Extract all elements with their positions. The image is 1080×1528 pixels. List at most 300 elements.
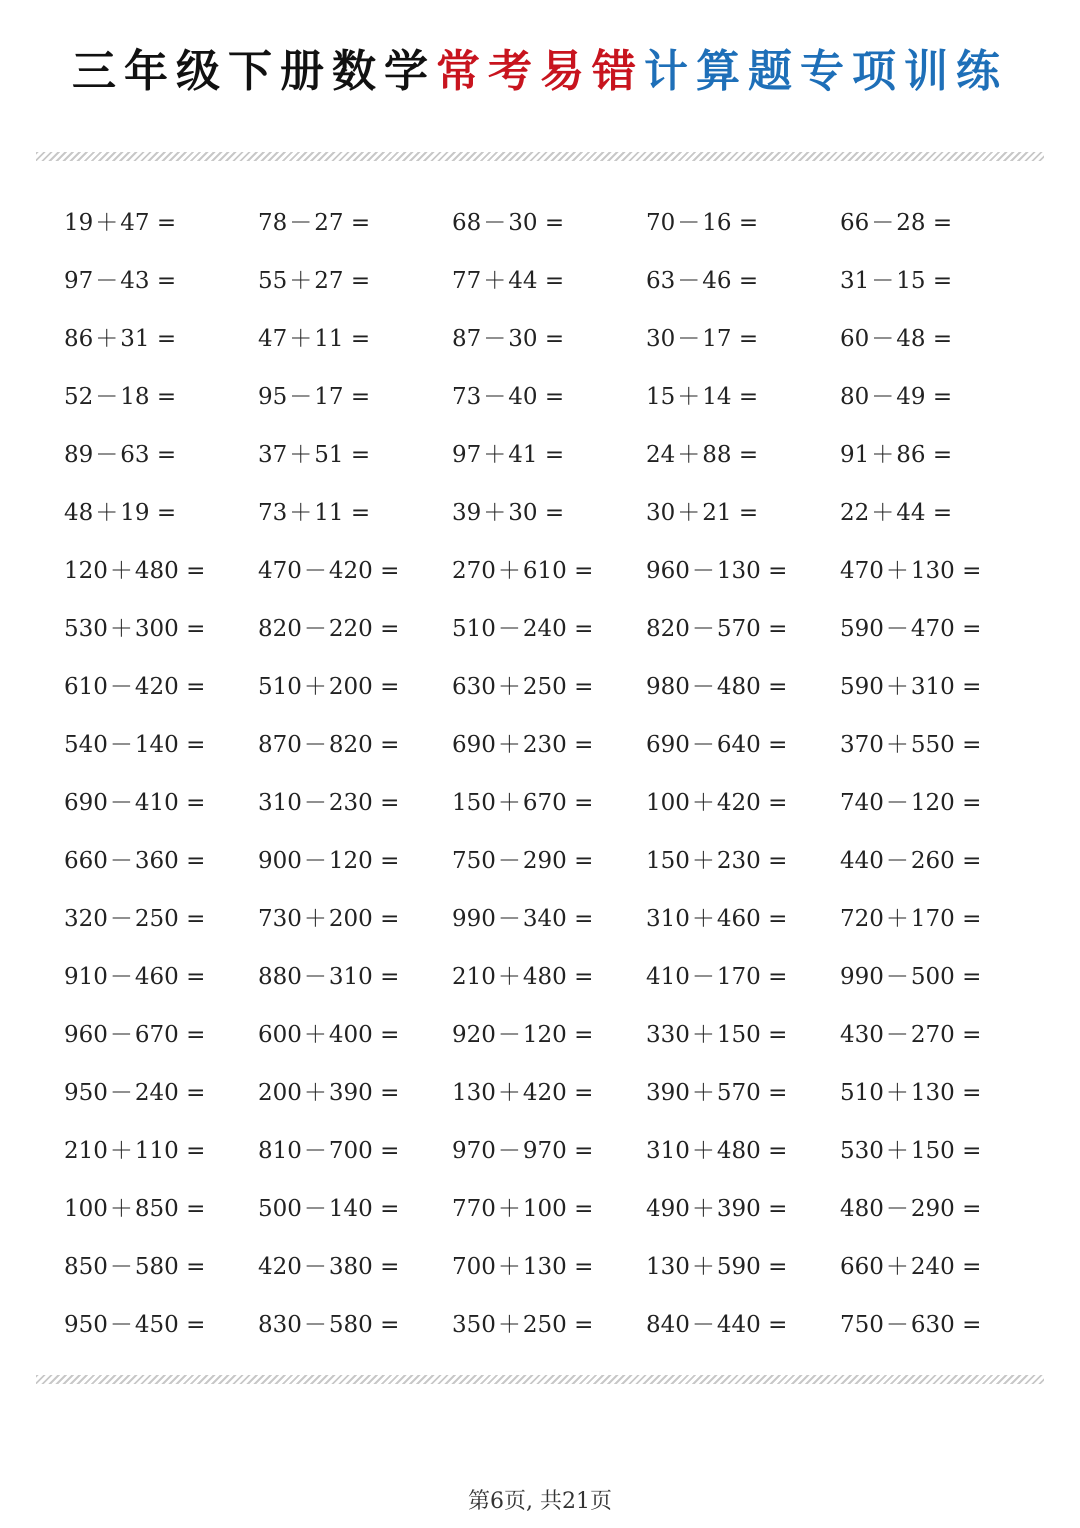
equals-sign: = xyxy=(380,964,400,990)
problem-item xyxy=(258,484,452,542)
operator: ＋ xyxy=(289,500,313,526)
problem-row xyxy=(64,1296,1034,1354)
equals-sign: = xyxy=(574,790,594,816)
operand-b: 46 xyxy=(702,268,732,294)
problem-item xyxy=(64,484,258,542)
equals-sign: = xyxy=(380,1196,400,1222)
problem-item xyxy=(840,774,1034,832)
operator: ＋ xyxy=(497,558,521,584)
problem-row xyxy=(64,1180,1034,1238)
equals-sign: = xyxy=(768,1196,788,1222)
page-title xyxy=(0,40,1080,104)
operand-b: 130 xyxy=(522,1254,567,1280)
equals-sign: = xyxy=(962,1138,982,1164)
operand-a: 770 xyxy=(452,1196,496,1222)
equals-sign: = xyxy=(574,964,594,990)
problem-row xyxy=(64,832,1034,890)
problem-item xyxy=(64,1238,258,1296)
equals-sign: = xyxy=(380,616,400,642)
equals-sign: = xyxy=(768,1254,788,1280)
problem-item xyxy=(64,194,258,252)
equals-sign: = xyxy=(350,384,371,410)
problem-item xyxy=(258,716,452,774)
problem-row xyxy=(64,1122,1034,1180)
operand-b: 17 xyxy=(314,384,344,410)
operand-a: 820 xyxy=(646,616,690,642)
operator: － xyxy=(303,1254,327,1280)
operand-a: 510 xyxy=(258,674,302,700)
operand-a: 70 xyxy=(646,210,676,236)
operand-b: 240 xyxy=(134,1080,179,1106)
operand-b: 310 xyxy=(328,964,373,990)
operator: － xyxy=(303,790,327,816)
problem-item xyxy=(840,832,1034,890)
problem-item xyxy=(646,1122,840,1180)
equals-sign: = xyxy=(574,1196,594,1222)
operand-a: 440 xyxy=(840,848,884,874)
operand-a: 500 xyxy=(258,1196,302,1222)
problem-item xyxy=(646,774,840,832)
equals-sign: = xyxy=(186,674,206,700)
operand-b: 480 xyxy=(522,964,567,990)
operator: ＋ xyxy=(497,790,521,816)
operator: － xyxy=(483,210,507,236)
operand-a: 210 xyxy=(452,964,496,990)
equals-sign: = xyxy=(574,906,594,932)
operand-a: 430 xyxy=(840,1022,884,1048)
problem-item xyxy=(64,1122,258,1180)
operand-a: 970 xyxy=(452,1138,496,1164)
operand-b: 18 xyxy=(120,384,150,410)
operand-a: 700 xyxy=(452,1254,496,1280)
problem-item xyxy=(64,1006,258,1064)
operator: － xyxy=(885,616,909,642)
operator: ＋ xyxy=(885,558,909,584)
operand-a: 68 xyxy=(452,210,482,236)
operand-a: 420 xyxy=(258,1254,302,1280)
problem-item xyxy=(64,310,258,368)
equals-sign: = xyxy=(380,558,400,584)
operator: ＋ xyxy=(497,1196,521,1222)
operand-a: 690 xyxy=(646,732,690,758)
operand-a: 22 xyxy=(840,500,870,526)
operator: － xyxy=(303,964,327,990)
problem-item xyxy=(64,948,258,1006)
problem-item xyxy=(840,948,1034,1006)
operand-b: 440 xyxy=(716,1312,761,1338)
operand-a: 850 xyxy=(64,1254,108,1280)
operand-a: 730 xyxy=(258,906,302,932)
operator: － xyxy=(497,906,521,932)
operand-b: 30 xyxy=(508,210,538,236)
operator: － xyxy=(303,732,327,758)
equals-sign: = xyxy=(156,326,177,352)
operator: ＋ xyxy=(691,848,715,874)
operand-b: 480 xyxy=(134,558,179,584)
equals-sign: = xyxy=(544,384,565,410)
equals-sign: = xyxy=(186,1080,206,1106)
problem-item xyxy=(258,832,452,890)
problem-item xyxy=(258,1006,452,1064)
operand-b: 970 xyxy=(522,1138,567,1164)
operator: ＋ xyxy=(677,500,701,526)
operand-b: 390 xyxy=(328,1080,373,1106)
equals-sign: = xyxy=(962,1254,982,1280)
operator: － xyxy=(483,384,507,410)
equals-sign: = xyxy=(768,732,788,758)
operand-b: 44 xyxy=(508,268,538,294)
operand-b: 14 xyxy=(702,384,732,410)
operator: － xyxy=(691,964,715,990)
operand-b: 640 xyxy=(716,732,761,758)
operand-b: 310 xyxy=(910,674,955,700)
operand-a: 370 xyxy=(840,732,884,758)
operand-b: 15 xyxy=(896,268,926,294)
equals-sign: = xyxy=(380,790,400,816)
operand-b: 49 xyxy=(896,384,926,410)
operand-a: 97 xyxy=(452,442,482,468)
operand-b: 11 xyxy=(314,326,344,352)
operand-a: 750 xyxy=(840,1312,884,1338)
operand-b: 100 xyxy=(522,1196,567,1222)
operator: ＋ xyxy=(691,906,715,932)
problem-item xyxy=(840,484,1034,542)
operand-b: 300 xyxy=(134,616,179,642)
operand-a: 720 xyxy=(840,906,884,932)
operand-a: 660 xyxy=(64,848,108,874)
equals-sign: = xyxy=(350,268,371,294)
operator: ＋ xyxy=(497,964,521,990)
operator: － xyxy=(691,616,715,642)
problem-row xyxy=(64,252,1034,310)
operand-a: 990 xyxy=(452,906,496,932)
operator: － xyxy=(691,1312,715,1338)
operand-a: 73 xyxy=(452,384,482,410)
equals-sign: = xyxy=(380,674,400,700)
operand-a: 390 xyxy=(646,1080,690,1106)
equals-sign: = xyxy=(544,442,565,468)
operand-a: 60 xyxy=(840,326,870,352)
operator: ＋ xyxy=(871,442,895,468)
problem-item xyxy=(646,1180,840,1238)
problem-item xyxy=(452,716,646,774)
operand-b: 220 xyxy=(328,616,373,642)
equals-sign: = xyxy=(962,1022,982,1048)
operand-a: 690 xyxy=(452,732,496,758)
equals-sign: = xyxy=(380,1312,400,1338)
operand-a: 810 xyxy=(258,1138,302,1164)
operator: ＋ xyxy=(303,906,327,932)
problem-item xyxy=(258,1180,452,1238)
equals-sign: = xyxy=(186,616,206,642)
operator: － xyxy=(109,1080,133,1106)
equals-sign: = xyxy=(962,558,982,584)
operand-b: 420 xyxy=(716,790,761,816)
operator: ＋ xyxy=(109,558,133,584)
problem-row xyxy=(64,716,1034,774)
operator: － xyxy=(95,442,119,468)
operand-b: 820 xyxy=(328,732,373,758)
equals-sign: = xyxy=(768,906,788,932)
equals-sign: = xyxy=(574,674,594,700)
operand-b: 460 xyxy=(134,964,179,990)
operand-b: 580 xyxy=(328,1312,373,1338)
operand-a: 19 xyxy=(64,210,94,236)
operand-b: 580 xyxy=(134,1254,179,1280)
operand-b: 420 xyxy=(134,674,179,700)
equals-sign: = xyxy=(738,442,759,468)
operator: ＋ xyxy=(289,326,313,352)
operand-a: 900 xyxy=(258,848,302,874)
problem-item xyxy=(840,716,1034,774)
problem-item xyxy=(258,368,452,426)
problem-row xyxy=(64,1238,1034,1296)
operand-b: 11 xyxy=(314,500,344,526)
problem-item xyxy=(452,368,646,426)
operator: － xyxy=(303,1312,327,1338)
operand-a: 610 xyxy=(64,674,108,700)
problem-item xyxy=(64,542,258,600)
equals-sign: = xyxy=(156,268,177,294)
equals-sign: = xyxy=(768,964,788,990)
operator: － xyxy=(95,268,119,294)
problem-item xyxy=(840,890,1034,948)
operand-b: 31 xyxy=(120,326,150,352)
operand-b: 200 xyxy=(328,674,373,700)
title-part-blue: 计算题专项训练 xyxy=(644,46,1008,97)
operand-a: 150 xyxy=(452,790,496,816)
equals-sign: = xyxy=(768,1022,788,1048)
equals-sign: = xyxy=(574,1138,594,1164)
operand-a: 910 xyxy=(64,964,108,990)
operand-a: 100 xyxy=(64,1196,108,1222)
operand-b: 420 xyxy=(328,558,373,584)
operand-b: 460 xyxy=(716,906,761,932)
equals-sign: = xyxy=(962,1196,982,1222)
top-divider xyxy=(36,152,1044,161)
operand-b: 120 xyxy=(910,790,955,816)
problem-item xyxy=(646,310,840,368)
problem-row xyxy=(64,1064,1034,1122)
operand-a: 870 xyxy=(258,732,302,758)
operand-b: 48 xyxy=(896,326,926,352)
problem-item xyxy=(64,890,258,948)
operand-a: 350 xyxy=(452,1312,496,1338)
equals-sign: = xyxy=(768,1312,788,1338)
operand-a: 530 xyxy=(64,616,108,642)
operand-a: 15 xyxy=(646,384,676,410)
operand-b: 590 xyxy=(716,1254,761,1280)
problem-item xyxy=(452,832,646,890)
operand-b: 240 xyxy=(522,616,567,642)
operand-a: 330 xyxy=(646,1022,690,1048)
problem-item xyxy=(258,1238,452,1296)
operator: － xyxy=(885,790,909,816)
operand-a: 590 xyxy=(840,616,884,642)
equals-sign: = xyxy=(156,442,177,468)
problem-row xyxy=(64,194,1034,252)
operand-a: 740 xyxy=(840,790,884,816)
problem-row xyxy=(64,426,1034,484)
equals-sign: = xyxy=(738,384,759,410)
problem-item xyxy=(64,252,258,310)
problem-item xyxy=(646,426,840,484)
problem-item xyxy=(646,890,840,948)
equals-sign: = xyxy=(574,1080,594,1106)
operand-b: 88 xyxy=(702,442,732,468)
operand-a: 980 xyxy=(646,674,690,700)
problem-item xyxy=(64,426,258,484)
operand-a: 39 xyxy=(452,500,482,526)
operand-a: 87 xyxy=(452,326,482,352)
operand-b: 670 xyxy=(134,1022,179,1048)
operator: ＋ xyxy=(691,790,715,816)
operand-b: 570 xyxy=(716,616,761,642)
operand-b: 230 xyxy=(716,848,761,874)
operator: ＋ xyxy=(677,442,701,468)
operand-b: 670 xyxy=(522,790,567,816)
operator: － xyxy=(109,674,133,700)
problem-item xyxy=(452,194,646,252)
operand-b: 410 xyxy=(134,790,179,816)
operand-a: 66 xyxy=(840,210,870,236)
operand-b: 16 xyxy=(702,210,732,236)
problem-item xyxy=(64,774,258,832)
operator: ＋ xyxy=(483,268,507,294)
equals-sign: = xyxy=(186,1138,206,1164)
equals-sign: = xyxy=(738,326,759,352)
problem-item xyxy=(646,1064,840,1122)
operator: ＋ xyxy=(885,1138,909,1164)
operand-b: 120 xyxy=(522,1022,567,1048)
equals-sign: = xyxy=(186,1254,206,1280)
problem-item xyxy=(840,1122,1034,1180)
problem-item xyxy=(64,1064,258,1122)
problem-item xyxy=(258,310,452,368)
operator: － xyxy=(691,558,715,584)
equals-sign: = xyxy=(738,210,759,236)
equals-sign: = xyxy=(380,732,400,758)
problem-item xyxy=(646,484,840,542)
operator: － xyxy=(109,732,133,758)
operand-b: 420 xyxy=(522,1080,567,1106)
problem-item xyxy=(258,890,452,948)
operator: ＋ xyxy=(885,906,909,932)
operand-a: 310 xyxy=(258,790,302,816)
operator: ＋ xyxy=(483,442,507,468)
operand-a: 600 xyxy=(258,1022,302,1048)
operand-a: 490 xyxy=(646,1196,690,1222)
operator: ＋ xyxy=(289,268,313,294)
operator: ＋ xyxy=(497,1312,521,1338)
operand-a: 530 xyxy=(840,1138,884,1164)
operand-a: 210 xyxy=(64,1138,108,1164)
operator: － xyxy=(109,1312,133,1338)
operand-b: 250 xyxy=(522,1312,567,1338)
equals-sign: = xyxy=(962,790,982,816)
equals-sign: = xyxy=(962,848,982,874)
equals-sign: = xyxy=(544,210,565,236)
problem-item xyxy=(840,252,1034,310)
operand-b: 120 xyxy=(328,848,373,874)
problem-item xyxy=(452,774,646,832)
operator: ＋ xyxy=(497,674,521,700)
problem-item xyxy=(452,426,646,484)
equals-sign: = xyxy=(186,790,206,816)
operator: ＋ xyxy=(497,1254,521,1280)
operator: － xyxy=(691,674,715,700)
operand-b: 400 xyxy=(328,1022,373,1048)
problem-item xyxy=(646,1006,840,1064)
operator: － xyxy=(109,790,133,816)
problem-item xyxy=(64,600,258,658)
problem-item xyxy=(258,1296,452,1354)
operator: － xyxy=(109,906,133,932)
operand-a: 950 xyxy=(64,1080,108,1106)
equals-sign: = xyxy=(380,1254,400,1280)
operand-b: 450 xyxy=(134,1312,179,1338)
operator: ＋ xyxy=(885,1254,909,1280)
operator: ＋ xyxy=(691,1022,715,1048)
operand-b: 290 xyxy=(910,1196,955,1222)
equals-sign: = xyxy=(768,674,788,700)
operand-a: 24 xyxy=(646,442,676,468)
problem-item xyxy=(646,600,840,658)
operator: － xyxy=(871,268,895,294)
operator: － xyxy=(885,1022,909,1048)
problem-item xyxy=(840,600,1034,658)
equals-sign: = xyxy=(350,326,371,352)
equals-sign: = xyxy=(574,732,594,758)
equals-sign: = xyxy=(186,906,206,932)
operand-a: 91 xyxy=(840,442,870,468)
problem-row xyxy=(64,368,1034,426)
equals-sign: = xyxy=(186,1022,206,1048)
equals-sign: = xyxy=(932,268,953,294)
operand-a: 470 xyxy=(840,558,884,584)
operator: ＋ xyxy=(483,500,507,526)
operator: － xyxy=(303,558,327,584)
operand-b: 140 xyxy=(328,1196,373,1222)
operand-b: 28 xyxy=(896,210,926,236)
operator: ＋ xyxy=(303,674,327,700)
equals-sign: = xyxy=(544,326,565,352)
page-footer: 第6页, 共21页 xyxy=(468,1489,612,1514)
operator: － xyxy=(303,616,327,642)
equals-sign: = xyxy=(962,674,982,700)
operator: － xyxy=(109,1254,133,1280)
operand-a: 480 xyxy=(840,1196,884,1222)
problem-item xyxy=(840,310,1034,368)
operand-a: 920 xyxy=(452,1022,496,1048)
operand-a: 510 xyxy=(840,1080,884,1106)
problem-item xyxy=(840,1180,1034,1238)
operand-b: 21 xyxy=(702,500,732,526)
problem-item xyxy=(258,252,452,310)
equals-sign: = xyxy=(380,906,400,932)
operand-a: 52 xyxy=(64,384,94,410)
problem-item xyxy=(452,484,646,542)
operator: － xyxy=(497,1138,521,1164)
problem-item xyxy=(840,658,1034,716)
operand-a: 30 xyxy=(646,326,676,352)
problem-item xyxy=(840,1238,1034,1296)
operator: ＋ xyxy=(691,1138,715,1164)
equals-sign: = xyxy=(574,1022,594,1048)
problem-item xyxy=(64,658,258,716)
operator: － xyxy=(303,848,327,874)
operand-b: 150 xyxy=(910,1138,955,1164)
